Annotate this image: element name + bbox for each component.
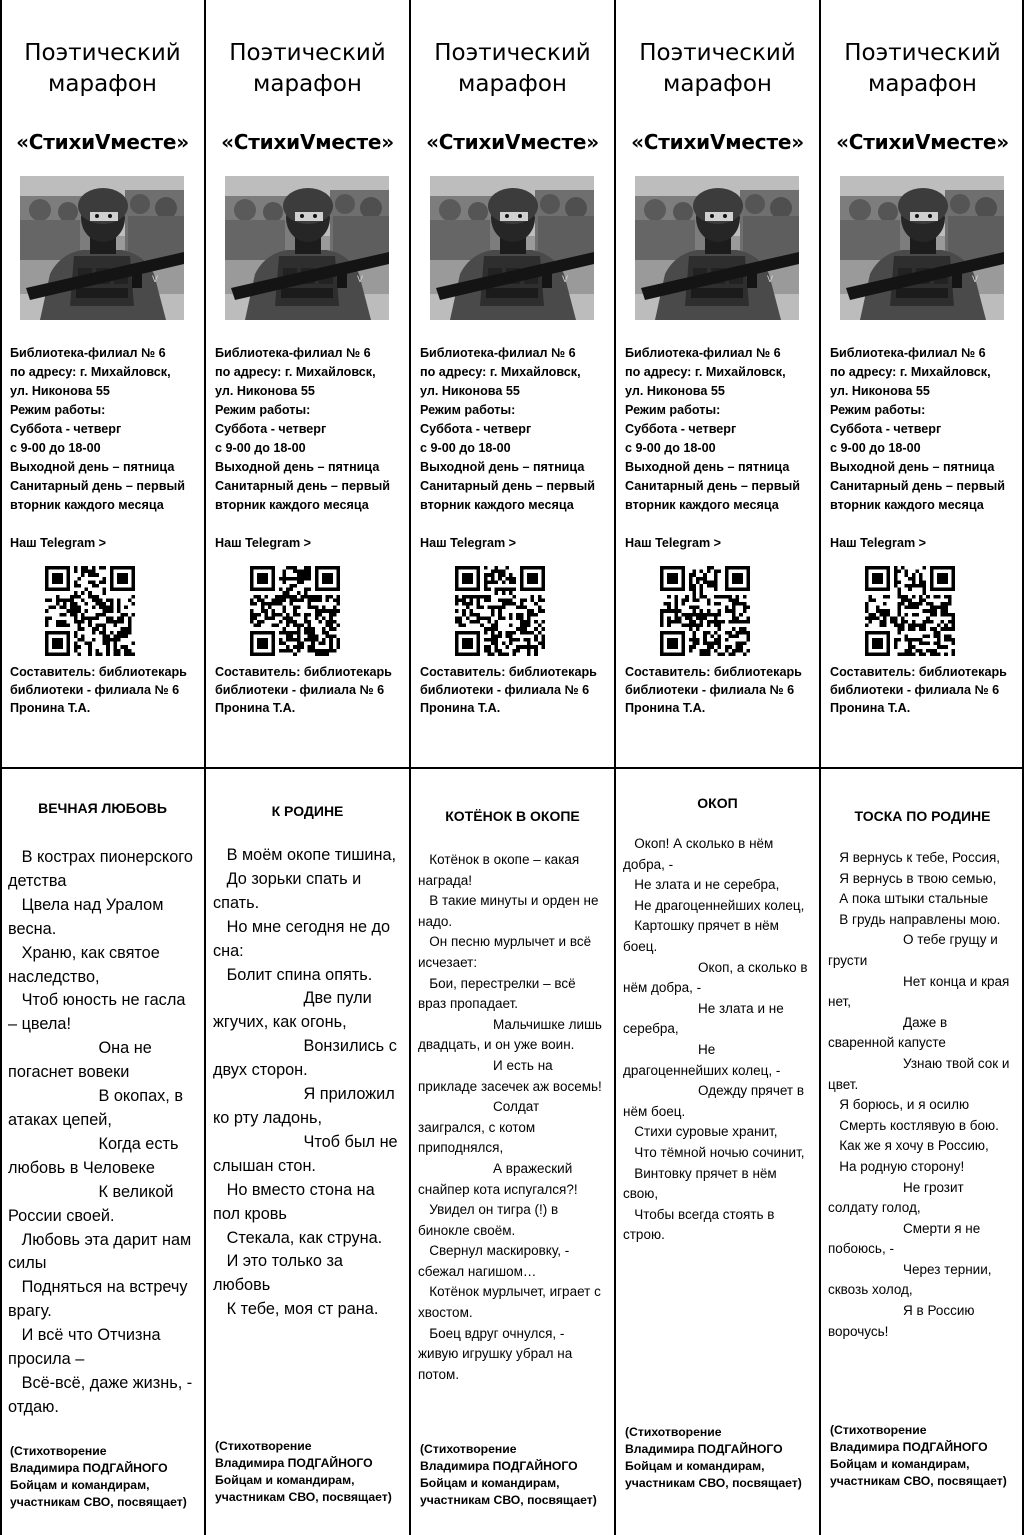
poem-line: В окопах, в атаках цепей, [8,1087,188,1129]
compiler-line: библиотеки - филиала № 6 [215,683,385,697]
marathon-title-line2: марафон [458,71,567,97]
soldier-photo [20,176,184,320]
library-info [420,344,612,553]
poem-line: Не злата и не серебра, [623,877,780,893]
compiler-line: библиотеки - филиала № 6 [10,683,180,697]
library-info-line: Режим работы: [625,403,721,417]
library-info-line: Библиотека-филиал № 6 [215,346,371,360]
info-spacer [10,515,202,534]
poem-line: Котёнок в окопе – какая награда! [418,852,583,888]
poem-line: Одежду прячет в нём боец. [623,1083,808,1119]
telegram-link[interactable]: Наш Telegram > [420,536,517,550]
compiler-line: библиотеки - филиала № 6 [625,683,795,697]
poem-line: Но мне сегодня не до сна: [213,917,395,960]
marathon-brand: «СтихиVместе» [221,130,394,154]
library-info-line: Суббота - четверг [215,422,327,436]
library-info-line: Библиотека-филиал № 6 [10,346,166,360]
poem-line: Когда есть любовь в Человеке [8,1134,183,1177]
poem-title: К РОДИНЕ [271,803,344,819]
marathon-title [205,38,410,100]
poem-line: На родную сторону! [828,1158,965,1174]
marathon-bookmark [205,0,410,768]
library-info-line: Санитарный день – первый [215,479,390,493]
marathon-title [0,38,205,100]
poem-line: Как же я хочу в Россию, [828,1138,989,1154]
poem-credit-line: участникам СВО, посвящает) [830,1474,1007,1488]
compiler-line: Пронина Т.А. [10,701,91,715]
library-info-line: Библиотека-филиал № 6 [830,346,986,360]
poem-line: Мальчишке лишь двадцать, и он уже воин. [418,1016,606,1053]
marathon-title-line2: марафон [48,71,157,97]
telegram-link[interactable]: Наш Telegram > [215,536,312,550]
poem-credit-line: Владимира ПОДГАЙНОГО [625,1442,783,1456]
poem-line: Картошку прячет в нём боец. [623,918,783,954]
poem-line: Боец вдруг очнулся, - живую игрушку убрал на потом. [418,1325,577,1382]
poem-credit-line: Бойцам и командирам, [830,1457,970,1471]
marathon-title [615,38,820,100]
poem-line: К великой России своей. [8,1182,179,1225]
library-info-line: Библиотека-филиал № 6 [625,346,781,360]
library-info [625,344,817,553]
poem-line: В моём окопе тишина, [213,846,397,864]
compiler-line: Пронина Т.А. [215,701,296,715]
poem-line: Смерть костлявую в бою. [828,1117,999,1133]
poem-credit-line: Бойцам и командирам, [625,1459,765,1473]
poem-line: И всё что Отчизна просила – [8,1326,166,1369]
poem-title: ТОСКА ПО РОДИНЕ [854,808,991,824]
library-info-line: с 9-00 до 18-00 [830,441,921,455]
poem-line: Две пули жгучих, как огонь, [213,989,377,1032]
poem-text [213,844,401,1322]
poem-bookmark [820,768,1024,1535]
library-info-line: Библиотека-филиал № 6 [420,346,576,360]
info-spacer [830,515,1022,534]
library-info-line: вторник каждого месяца [420,498,574,512]
poem-bookmark [410,768,615,1535]
marathon-title-line1: Поэтический [639,40,796,66]
telegram-qr-code[interactable] [250,566,340,656]
telegram-link[interactable]: Наш Telegram > [830,536,927,550]
poem-credit-line: участникам СВО, посвящает) [625,1476,802,1490]
library-info-line: ул. Никонова 55 [830,384,930,398]
poem-line: Любовь эта дарит нам силы [8,1230,196,1273]
poem-line: В кострах пионерского детства [8,848,198,890]
telegram-qr-code[interactable] [865,566,955,656]
poem-credit-line: Бойцам и командирам, [215,1473,355,1487]
poem-credit-line: (Стихотворение [420,1442,517,1456]
compiler-line: Составитель: библиотекарь [625,665,802,679]
poem-title: КОТЁНОК В ОКОПЕ [445,808,580,824]
poem-line: Я в Россию ворочусь! [828,1303,979,1339]
poem-line: Котёнок мурлычет, играет с хвостом. [418,1284,605,1321]
compiler-line: Составитель: библиотекарь [830,665,1007,679]
library-info-line: по адресу: г. Михайловск, [215,365,376,379]
library-info [10,344,202,553]
library-info-line: Санитарный день – первый [625,479,800,493]
library-info-line: с 9-00 до 18-00 [420,441,511,455]
poem-line: Чтоб юность не гасла – цвела! [8,991,190,1034]
info-spacer [420,515,612,534]
poem-line: Винтовку прячет в нём свою, [623,1165,781,1202]
poem-line: Болит спина опять. [213,965,373,984]
poem-line: Увидел он тигра (!) в бинокле своём. [418,1202,562,1238]
library-info-line: Выходной день – пятница [10,460,175,474]
compiler-info [10,663,202,717]
poem-credit-line: (Стихотворение [625,1425,722,1439]
library-info-line: с 9-00 до 18-00 [10,441,101,455]
poem-credit-line: (Стихотворение [215,1439,312,1453]
poem-credit-line: Бойцам и командирам, [10,1478,150,1492]
marathon-title [820,38,1024,100]
poem-line: Окоп, а сколько в нём добра, - [623,959,812,996]
row-divider [0,767,1024,769]
soldier-photo [225,176,389,320]
poem-bookmark [0,768,205,1535]
poem-credit [10,1443,202,1511]
poem-credit-line: участникам СВО, посвящает) [215,1490,392,1504]
library-info-line: Режим работы: [10,403,106,417]
marathon-brand: «СтихиVместе» [836,130,1009,154]
marathon-brand: «СтихиVместе» [16,130,189,154]
marathon-brand: «СтихиVместе» [631,130,804,154]
poem-line: Цвела над Уралом весна. [8,895,168,938]
library-info-line: вторник каждого месяца [215,498,369,512]
poem-line: Чтоб был не слышан стон. [213,1132,403,1175]
telegram-qr-code[interactable] [660,566,750,656]
library-info-line: с 9-00 до 18-00 [625,441,716,455]
poem-credit [215,1438,407,1506]
compiler-line: Составитель: библиотекарь [420,665,597,679]
poem-credit-line: (Стихотворение [830,1423,927,1437]
library-info-line: Суббота - четверг [10,422,122,436]
soldier-photo [840,176,1004,320]
poem-line: Не драгоценнейших колец, [623,897,805,913]
poem-line: Я приложил ко рту ладонь, [213,1085,400,1127]
library-info-line: ул. Никонова 55 [420,384,520,398]
poem-text [828,848,1016,1342]
poem-line: Он песню мурлычет и всё исчезает: [418,934,595,970]
library-info-line: Выходной день – пятница [625,460,790,474]
poem-credit-line: (Стихотворение [10,1444,107,1458]
svg-text:V: V [562,274,569,284]
compiler-info [420,663,612,717]
library-info-line: ул. Никонова 55 [215,384,315,398]
compiler-line: Пронина Т.А. [420,701,501,715]
svg-text:V: V [152,274,159,284]
poem-line: Нет конца и края нет, [828,973,1014,1010]
compiler-line: Пронина Т.А. [830,701,911,715]
poem-line: Я вернусь к тебе, Россия, [828,850,1001,865]
poem-line: И это только за любовь [213,1252,348,1295]
library-info-line: ул. Никонова 55 [10,384,110,398]
library-info-line: Суббота - четверг [625,422,737,436]
poem-line: В грудь направлены мою. [828,911,1001,927]
poem-line: Через тернии, сквозь холод, [828,1261,996,1298]
library-info-line: по адресу: г. Михайловск, [420,365,581,379]
compiler-info [215,663,407,717]
svg-text:V: V [767,274,774,284]
soldier-photo [635,176,799,320]
poem-title: ВЕЧНАЯ ЛЮБОВЬ [38,800,167,816]
poem-line: Но вместо стона на пол кровь [213,1180,380,1223]
marathon-title-line1: Поэтический [229,40,386,66]
poem-line: Вонзились с двух сторон. [213,1037,402,1080]
poem-line: И есть на прикладе засечек аж восемь! [418,1057,602,1094]
library-info-line: с 9-00 до 18-00 [215,441,306,455]
poem-credit [420,1441,612,1509]
poem-line: Даже в сваренной капусте [828,1014,951,1051]
poem-line: Чтобы всегда стоять в строю. [623,1206,779,1243]
compiler-info [830,663,1022,717]
library-info-line: Режим работы: [215,403,311,417]
compiler-line: Составитель: библиотекарь [215,665,392,679]
library-info-line: Санитарный день – первый [420,479,595,493]
svg-text:V: V [972,274,979,284]
poem-line: Она не погаснет вовеки [8,1039,157,1082]
marathon-bookmark [820,0,1024,768]
info-spacer [215,515,407,534]
library-info-line: вторник каждого месяца [10,498,164,512]
poem-text [418,850,606,1385]
poem-line: К тебе, моя ст рана. [213,1300,379,1319]
library-info-line: Выходной день – пятница [420,460,585,474]
poem-line: Я вернусь в твою семью, [828,870,997,886]
poem-credit-line: участникам СВО, посвящает) [420,1493,597,1507]
marathon-brand: «СтихиVместе» [426,130,599,154]
telegram-qr-code[interactable] [45,566,135,656]
poem-line: Не драгоценнейших колец, - [623,1041,781,1078]
library-info-line: вторник каждого месяца [625,498,779,512]
marathon-title [410,38,615,100]
poem-credit-line: Бойцам и командирам, [420,1476,560,1490]
poem-credit-line: участникам СВО, посвящает) [10,1495,187,1509]
poem-line: А вражеский снайпер кота испугался?! [418,1160,578,1197]
library-info [215,344,407,553]
poem-text [623,834,811,1246]
library-info-line: по адресу: г. Михайловск, [830,365,991,379]
poem-credit-line: Владимира ПОДГАЙНОГО [830,1440,988,1454]
poem-credit [830,1422,1022,1490]
poem-bookmark [615,768,820,1535]
library-info-line: Режим работы: [830,403,926,417]
compiler-line: Пронина Т.А. [625,701,706,715]
poem-line: Я борюсь, и я осилю [828,1097,970,1113]
marathon-title-line2: марафон [253,71,362,97]
poem-text [8,846,196,1420]
soldier-photo [430,176,594,320]
poem-credit-line: Владимира ПОДГАЙНОГО [215,1456,373,1470]
poem-line: В такие минуты и орден не надо. [418,893,603,929]
marathon-title-line2: марафон [663,71,772,97]
marathon-title-line1: Поэтический [434,40,591,66]
poem-line: Всё-всё, даже жизнь, - отдаю. [8,1373,197,1416]
library-info-line: по адресу: г. Михайловск, [625,365,786,379]
poem-credit-line: Владимира ПОДГАЙНОГО [420,1459,578,1473]
poem-line: До зорьки спать и спать. [213,869,366,912]
poem-credit [625,1424,817,1492]
info-spacer [625,515,817,534]
telegram-qr-code[interactable] [455,566,545,656]
poem-credit-line: Владимира ПОДГАЙНОГО [10,1461,168,1475]
telegram-link[interactable]: Наш Telegram > [625,536,722,550]
poem-title: ОКОП [697,795,738,811]
poem-line: А пока штыки стальные [828,891,989,907]
library-info-line: Санитарный день – первый [830,479,1005,493]
poem-line: Окоп! А сколько в нём добра, - [623,836,778,872]
poem-line: Не грозит солдату голод, [828,1179,968,1216]
library-info-line: Суббота - четверг [830,422,942,436]
marathon-bookmark [410,0,615,768]
library-info-line: ул. Никонова 55 [625,384,725,398]
poem-line: Солдат заигрался, с котом приподнялся, [418,1099,543,1156]
library-info-line: Режим работы: [420,403,516,417]
marathon-title-line1: Поэтический [844,40,1001,66]
library-info-line: вторник каждого месяца [830,498,984,512]
poem-line: Стихи суровые хранит, [623,1124,778,1140]
poem-line: Узнаю твой сок и цвет. [828,1055,1014,1092]
poem-line: Смерти я не побоюсь, - [828,1220,985,1257]
marathon-title-line2: марафон [868,71,977,97]
poem-line: Не злата и не серебра, [623,1000,788,1037]
poem-line: Бои, перестрелки – всё враз пропадает. [418,975,580,1012]
library-info-line: по адресу: г. Михайловск, [10,365,171,379]
poem-line: Свернул маскировку, - сбежал нагишом… [418,1243,573,1279]
poem-bookmark [205,768,410,1535]
library-info [830,344,1022,553]
poem-line: Храню, как святое наследство, [8,943,165,986]
library-info-line: Выходной день – пятница [215,460,380,474]
poem-line: Стекала, как струна. [213,1228,383,1247]
poem-line: О тебе грущу и грусти [828,932,1002,968]
poem-line: Что тёмной ночью сочинит, [623,1144,805,1160]
compiler-line: библиотеки - филиала № 6 [420,683,590,697]
compiler-line: библиотеки - филиала № 6 [830,683,1000,697]
library-info-line: Санитарный день – первый [10,479,185,493]
compiler-info [625,663,817,717]
library-info-line: Суббота - четверг [420,422,532,436]
marathon-bookmark [615,0,820,768]
telegram-link[interactable]: Наш Telegram > [10,536,107,550]
marathon-bookmark [0,0,205,768]
library-info-line: Выходной день – пятница [830,460,995,474]
svg-text:V: V [357,274,364,284]
poem-line: Подняться на встречу врагу. [8,1278,193,1321]
marathon-title-line1: Поэтический [24,40,181,66]
compiler-line: Составитель: библиотекарь [10,665,187,679]
